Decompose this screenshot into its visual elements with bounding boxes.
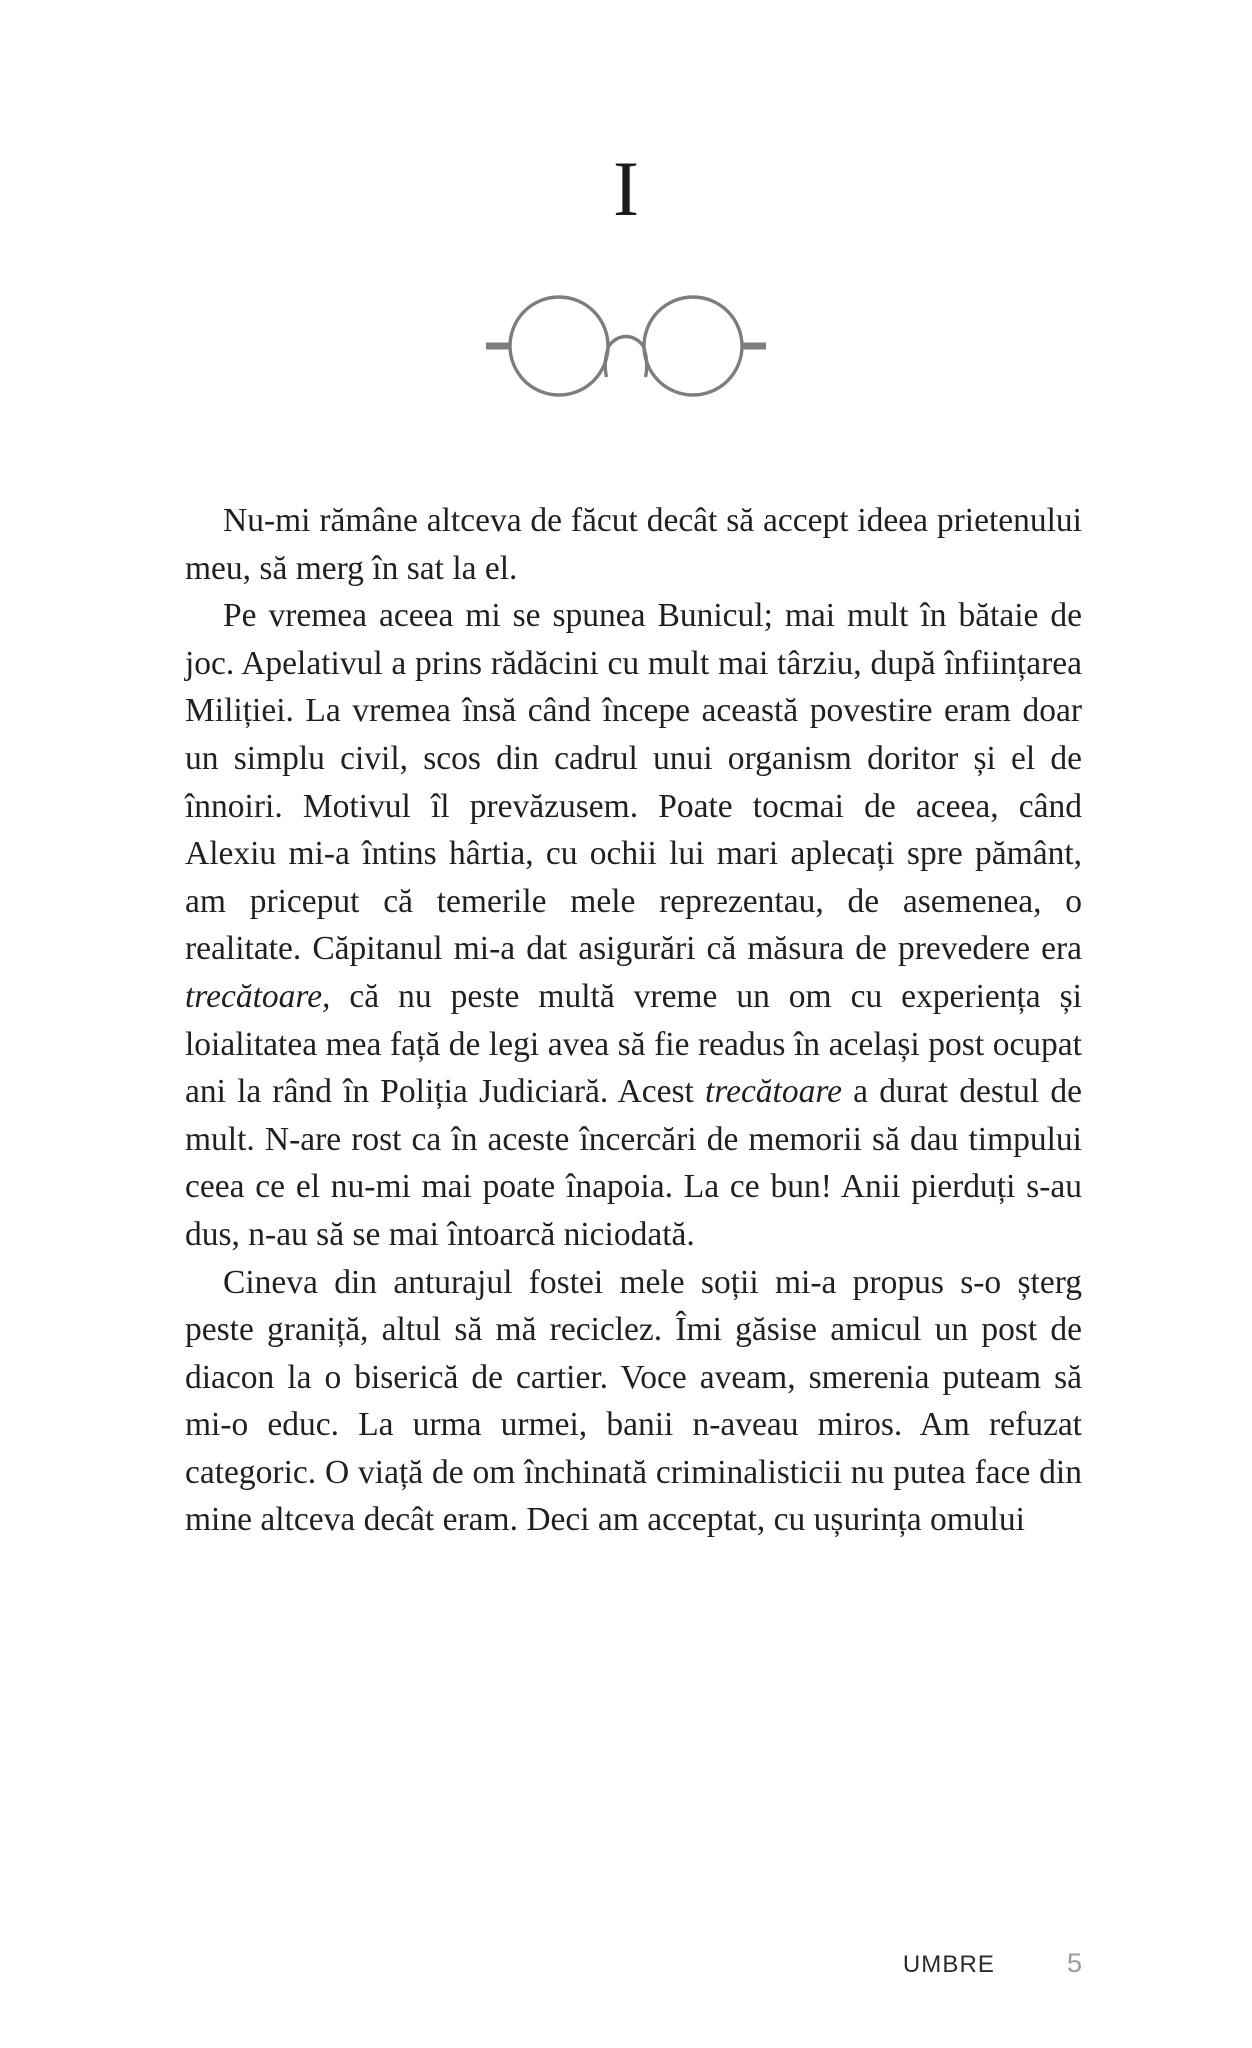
running-foot-title: UMBRE [902, 1951, 995, 1978]
running-foot [185, 1948, 1082, 1978]
eyeglasses-icon [481, 290, 771, 400]
emphasized-text: trecătoare [704, 1073, 843, 1111]
emphasized-text: trecătoare, [185, 977, 331, 1015]
paragraph-1 [185, 497, 1082, 592]
chapter-header [0, 145, 1252, 400]
text-run: Cineva din anturajul fostei mele soții mi-a propus s-o șterg peste graniță, altul să mă reciclez. Îmi găsise amicul un post de diacon la o biserică de cartier. Voce aveam, smerenia puteam să mi-o educ. La urma urmei, banii n-aveau miros. Am refuzat categoric. O viață de om închinată criminalisticii nu putea face din mine altceva decât eram. Deci am acceptat, cu ușurința omului [185, 1263, 1082, 1539]
chapter-number: I [613, 145, 639, 232]
paragraph-3 [185, 1259, 1082, 1545]
text-run: Nu-mi rămâne altceva de făcut decât să accept ideea prietenului meu, să merg în sat la el. [185, 502, 1082, 587]
text-run: Pe vremea aceea mi se spunea Bunicul; mai mult în bătaie de joc. Apelativul a prins rădăcini cu mult mai târziu, după înființarea Miliției. La vremea însă când începe această povestire eram doar un simplu civil, scos din cadrul unui organism doritor și el de înnoiri. Motivul îl prevăzusem. Poate tocmai de aceea, când Alexiu mi-a întins hârtia, cu ochii lui mari aplecați spre pământ, am priceput că temerile mele reprezentau, de asemenea, o realitate. Căpitanul mi-a dat asigurări că măsura de prevedere era [185, 597, 1082, 968]
paragraph-2 [185, 592, 1082, 1258]
page-number: 5 [1066, 1948, 1082, 1978]
text-run: a durat destul de mult. N-are rost ca în aceste încercări de memorii să dau timpului ceea ce el nu-mi mai poate înapoia. La ce bun! Anii pierduți s-au dus, n-au să se mai întoarcă niciodată. [185, 1073, 1082, 1253]
body-text [185, 497, 1082, 1544]
text-run: că nu peste multă vreme un om cu experiența și loialitatea mea față de legi avea să fie readus în același post ocupat ani la rând în Poliția Judiciară. Acest [185, 977, 1082, 1111]
chapter-ornament [0, 290, 1252, 400]
